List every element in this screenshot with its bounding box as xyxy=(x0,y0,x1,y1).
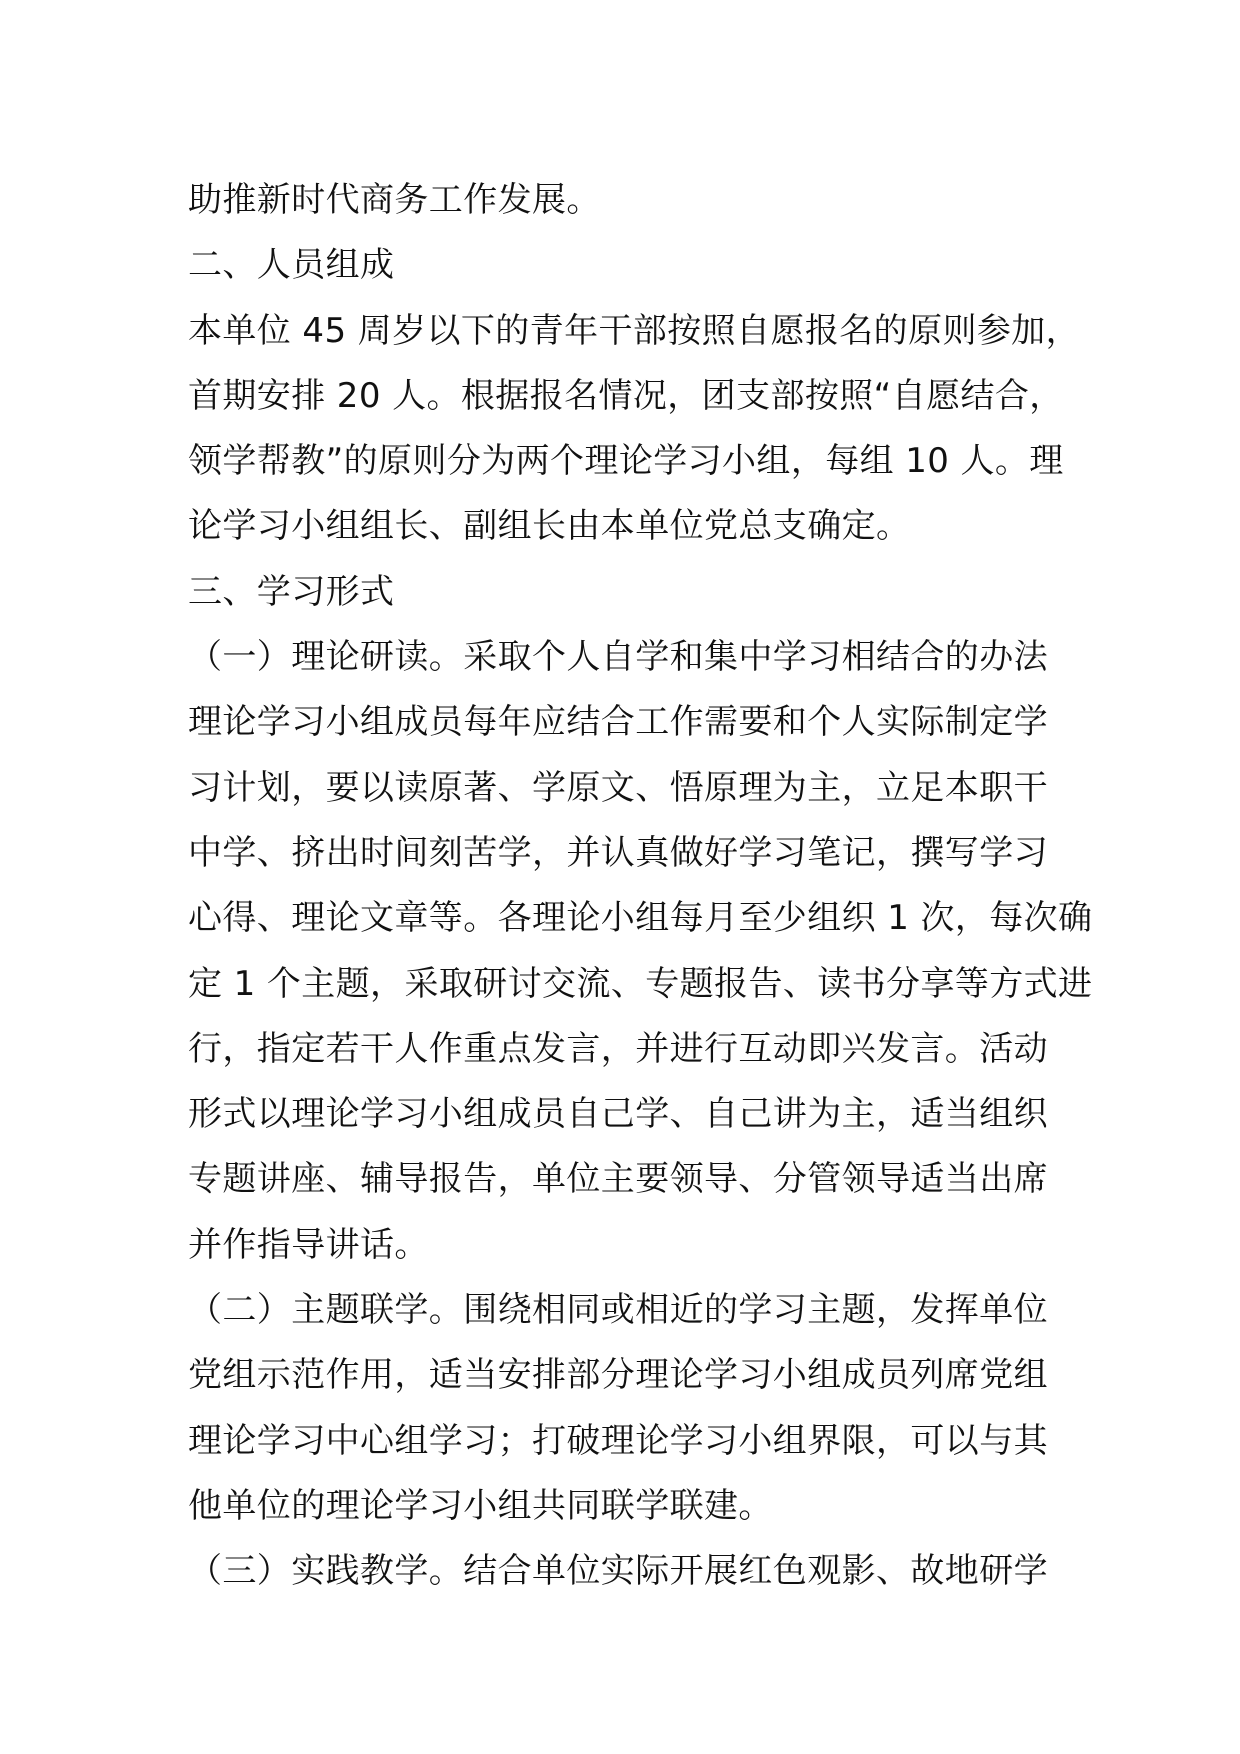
text-line: 习计划，要以读原著、学原文、悟原理为主，立足本职干 xyxy=(188,767,1048,808)
text-line: 并作指导讲话。 xyxy=(188,1224,429,1265)
subsection-line: （二）主题联学。围绕相同或相近的学习主题，发挥单位 xyxy=(188,1290,1048,1331)
text-line: 心得、理论文章等。各理论小组每月至少组织 1 次，每次确 xyxy=(188,898,1093,939)
text-line: 理论学习中心组学习；打破理论学习小组界限，可以与其 xyxy=(188,1420,1048,1461)
body-text xyxy=(188,168,1093,1605)
section-heading: 三、学习形式 xyxy=(188,571,395,612)
section-heading: 二、人员组成 xyxy=(188,245,395,286)
text-line: 首期安排 20 人。根据报名情况，团支部按照“自愿结合， xyxy=(188,375,1064,416)
text-line: 党组示范作用，适当安排部分理论学习小组成员列席党组 xyxy=(188,1355,1048,1396)
subsection-line: （三）实践教学。结合单位实际开展红色观影、故地研学 xyxy=(188,1551,1048,1592)
text-line: 形式以理论学习小组成员自己学、自己讲为主，适当组织 xyxy=(188,1094,1048,1135)
text-line: 定 1 个主题，采取研讨交流、专题报告、读书分享等方式进 xyxy=(188,963,1093,1004)
text-line: 他单位的理论学习小组共同联学联建。 xyxy=(188,1485,773,1526)
text-line: 本单位 45 周岁以下的青年干部按照自愿报名的原则参加， xyxy=(188,310,1081,351)
text-line: 理论学习小组成员每年应结合工作需要和个人实际制定学 xyxy=(188,702,1048,743)
text-line: 行，指定若干人作重点发言，并进行互动即兴发言。活动 xyxy=(188,1028,1048,1069)
text-line: 专题讲座、辅导报告，单位主要领导、分管领导适当出席 xyxy=(188,1159,1048,1200)
text-line: 中学、挤出时间刻苦学，并认真做好学习笔记，撰写学习 xyxy=(188,832,1048,873)
subsection-line: （一）理论研读。采取个人自学和集中学习相结合的办法 xyxy=(188,637,1048,678)
text-line: 领学帮教”的原则分为两个理论学习小组，每组 10 人。理 xyxy=(188,441,1064,482)
text-line: 论学习小组组长、副组长由本单位党总支确定。 xyxy=(188,506,911,547)
text-line: 助推新时代商务工作发展。 xyxy=(188,180,601,220)
